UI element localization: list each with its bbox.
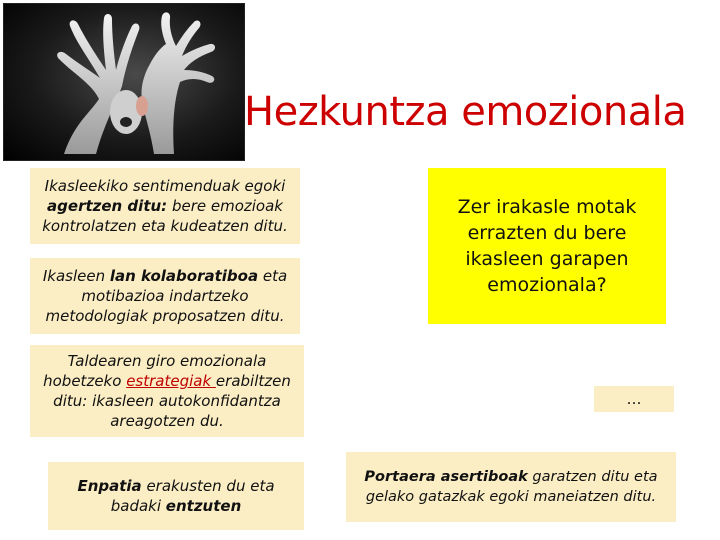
box-assertive-behavior <box>346 452 676 522</box>
box-feelings <box>30 168 300 244</box>
hands-illustration <box>4 4 244 160</box>
question-box <box>428 168 666 324</box>
box-assertive-behavior-text: Portaera asertiboak garatzen ditu eta gelako gatazkak egoki maneiatzen ditu. <box>364 469 658 505</box>
question-text: Zer irakasle motak errazten du bere ikasleen garapen emozionala? <box>457 196 637 296</box>
box-feelings-text: Ikasleekiko sentimenduak egoki agertzen ditu: bere emozioak kontrolatzen eta kudeatzen ditu. <box>42 177 288 235</box>
box-group-climate <box>30 345 304 437</box>
box-collaborative-work-text: Ikasleen lan kolaboratiboa eta motibazioa indartzeko metodologiak proposatzen ditu. <box>42 267 288 325</box>
box-ellipsis: … <box>594 386 674 412</box>
box-empathy-text: Enpatia erakusten du eta badaki entzuten <box>77 477 275 515</box>
box-collaborative-work <box>30 258 300 334</box>
hands-ears-photo <box>3 3 245 161</box>
box-empathy <box>48 462 304 530</box>
page-title: Hezkuntza emozionala <box>244 89 687 135</box>
box-group-climate-text: Taldearen giro emozionala hobetzeko estrategiak erabiltzen ditu: ikasleen autokonfidantza areagotzen du. <box>43 352 291 430</box>
strategies-link[interactable]: estrategiak <box>126 372 216 390</box>
